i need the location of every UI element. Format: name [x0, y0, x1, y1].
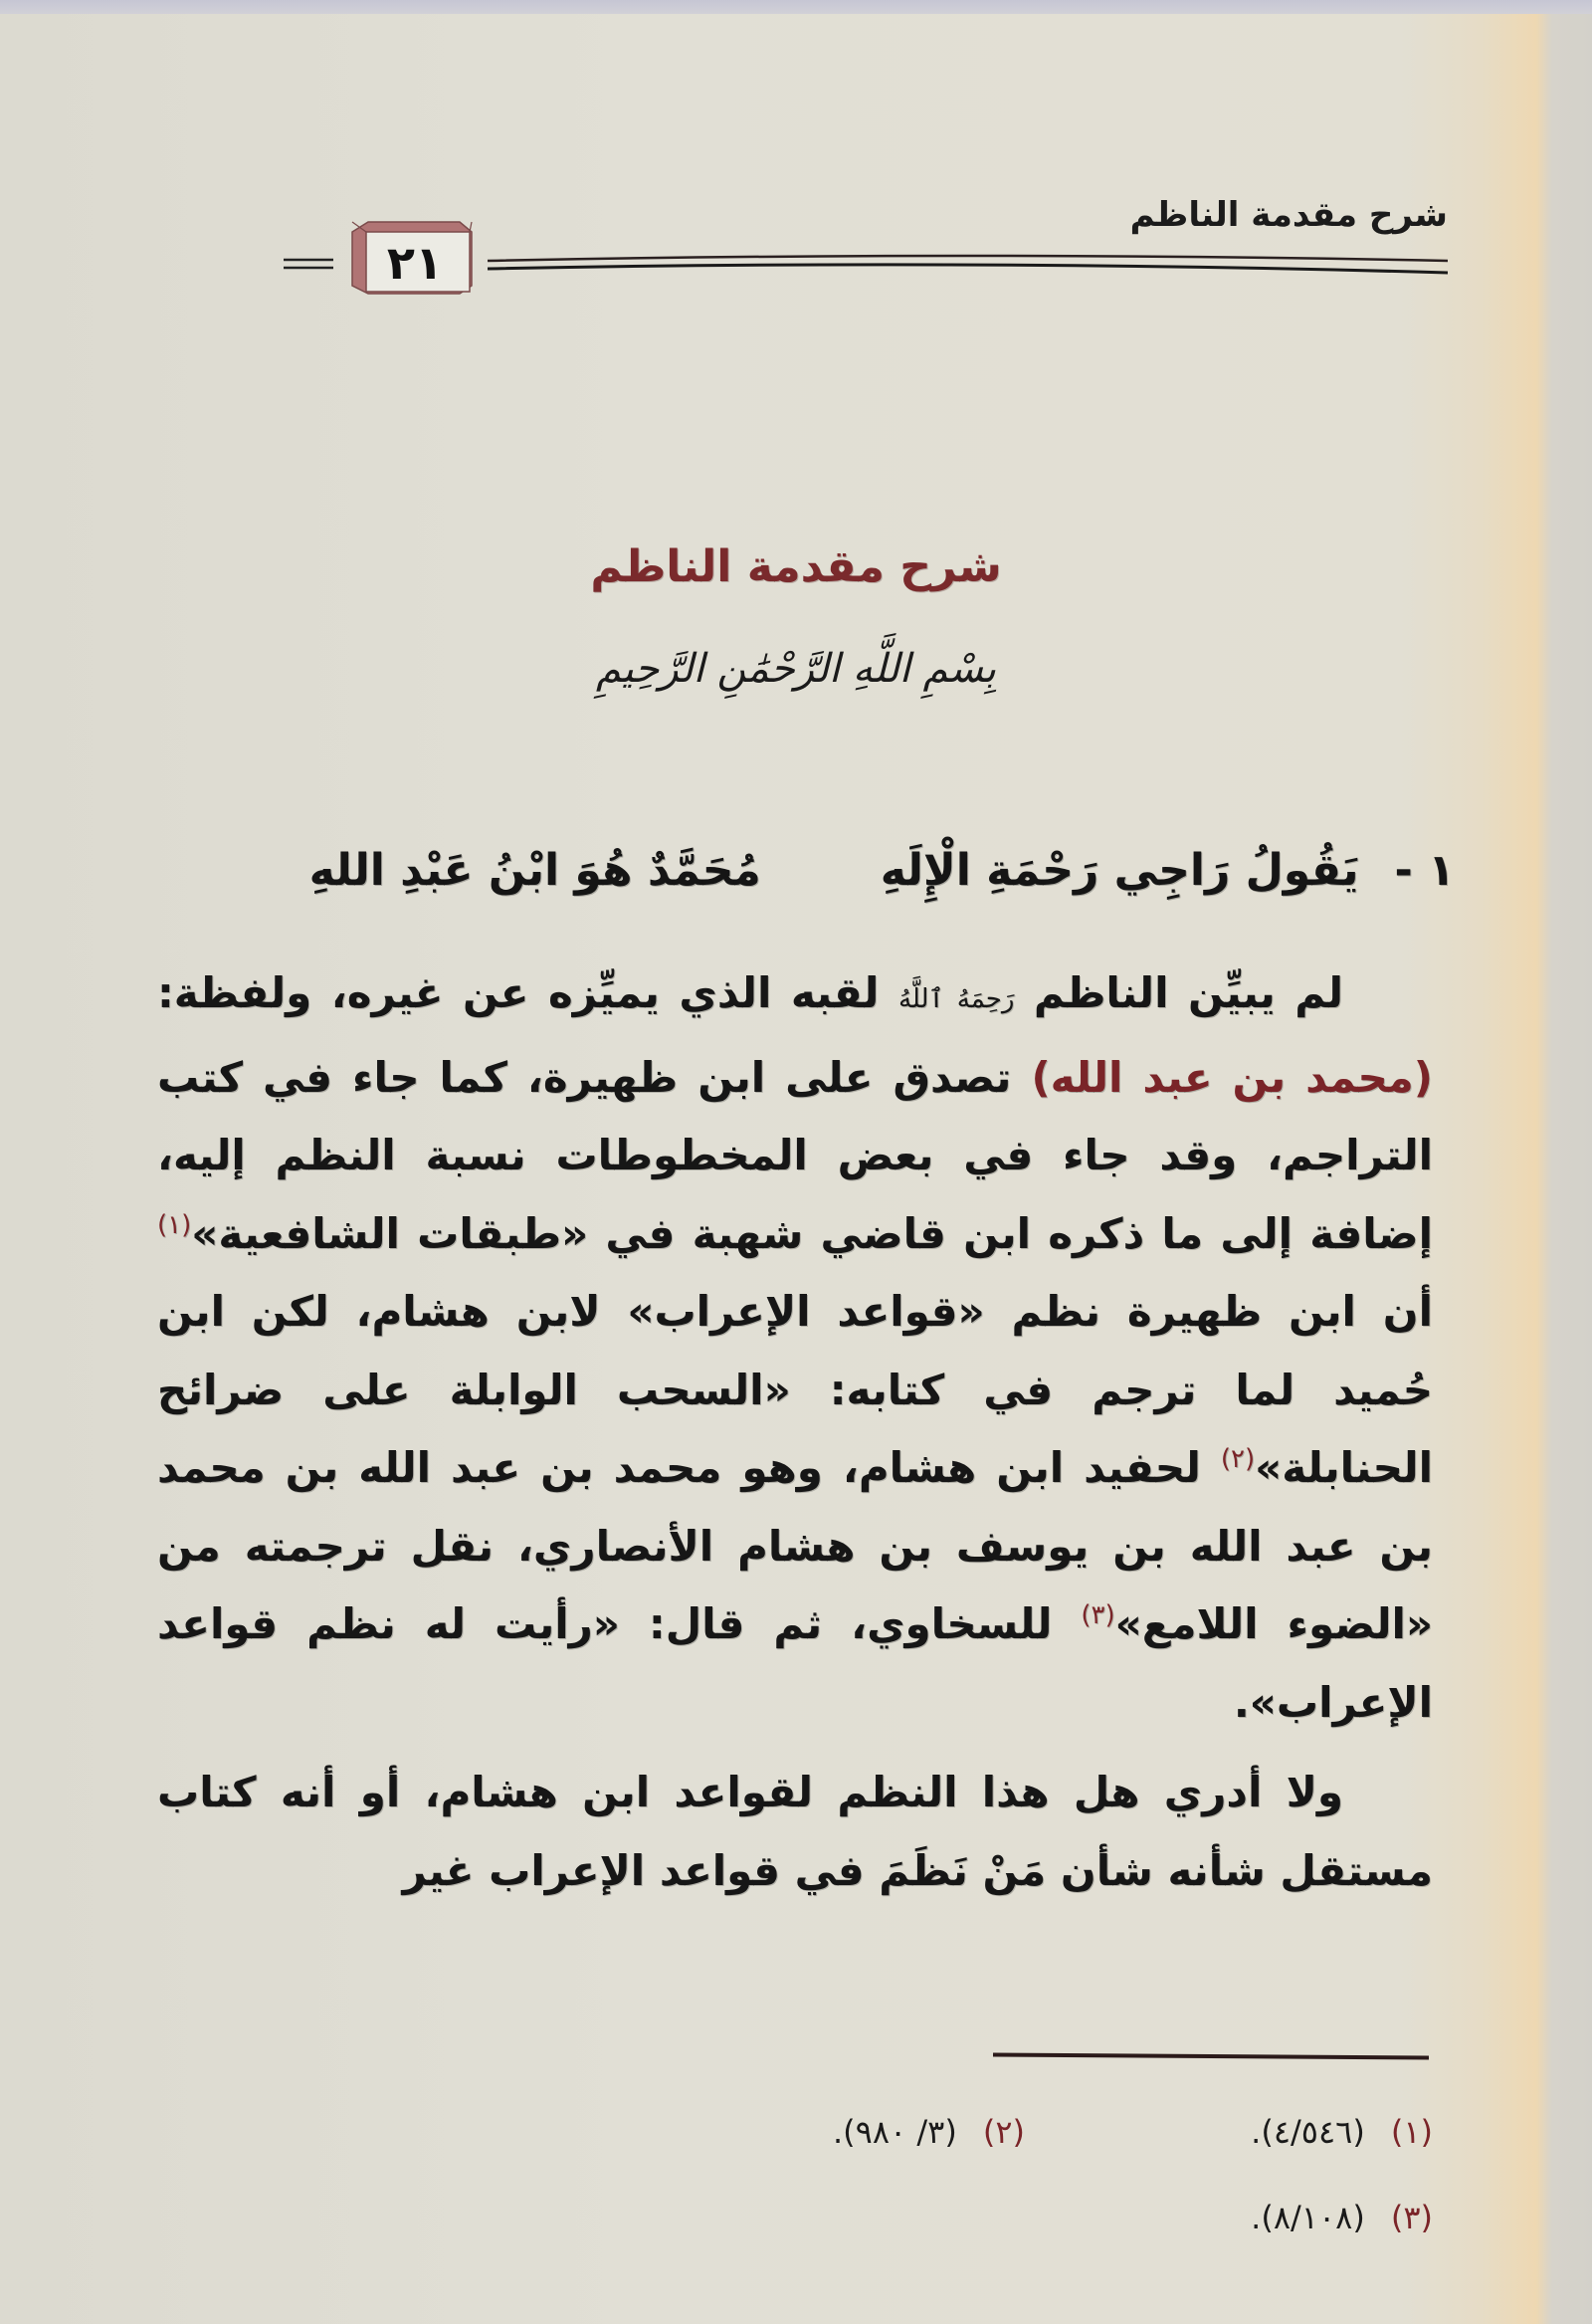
text-run: تصدق على ابن ظهيرة، كما جاء في كتب التراجم، وقد جاء في بعض المخطوطات نسبة النظم إليه، إضافة إلى ما ذكره ابن قاضي شهبة في «طبقات الشافعية» — [157, 1052, 1433, 1258]
footnote-number: (١) — [1390, 2113, 1433, 2151]
verse-first-hemistich: يَقُولُ رَاجِي رَحْمَةِ الْإِلَهِ — [880, 845, 1359, 896]
highlighted-name: (محمد بن عبد الله) — [1031, 1052, 1433, 1102]
header-double-rule — [488, 253, 1448, 275]
footnote-1 — [1025, 2113, 1433, 2151]
honorific-glyph: رَحِمَهُ ٱللَّهُ — [897, 984, 1015, 1014]
footnote-3 — [1025, 2199, 1433, 2236]
footnote-number: (٣) — [1390, 2199, 1433, 2236]
footnote-text: (٤/٥٤٦). — [1251, 2113, 1365, 2151]
footnote-separator — [993, 2052, 1429, 2059]
verse-number: ١ - — [1394, 845, 1455, 896]
footnote-text: (٣/ ٩٨٠). — [833, 2113, 957, 2151]
book-page — [0, 14, 1592, 2324]
footnote-ref-2[interactable]: (٢) — [1220, 1444, 1256, 1474]
footnote-row — [139, 2175, 1433, 2260]
paragraph-1 — [157, 954, 1433, 1742]
page-number-side-rule — [284, 256, 333, 270]
footnote-row — [139, 2089, 1433, 2175]
running-header-title: شرح مقدمة الناظم — [1129, 195, 1448, 235]
verse-line — [281, 845, 1455, 896]
text-run: أن ابن ظهيرة نظم «قواعد الإعراب» لابن هشام، لكن ابن حُميد لما ترجم في كتابه: «السحب الوابلة على ضرائح الحنابلة» — [157, 1287, 1434, 1492]
text-run: لقبه الذي يميِّزه عن غيره، ولفظة: — [157, 968, 880, 1017]
paragraph-2: ولا أدري هل هذا النظم لقواعد ابن هشام، أو أنه كتاب مستقل شأنه شأن مَنْ نَظَمَ في قواعد الإعراب غير — [157, 1768, 1433, 1895]
footnote-text: (٨/١٠٨). — [1251, 2199, 1365, 2236]
verse-second-hemistich: مُحَمَّدٌ هُوَ ابْنُ عَبْدِ اللهِ — [308, 845, 761, 896]
footnote-ref-3[interactable]: (٣) — [1081, 1600, 1115, 1630]
commentary-text — [157, 954, 1433, 1910]
text-run: للسخاوي، ثم قال: «رأيت له نظم قواعد الإعراب». — [157, 1599, 1433, 1727]
footnotes — [139, 2089, 1433, 2260]
text-run: لم يبيِّن الناظم — [1033, 968, 1344, 1017]
footnote-ref-1[interactable]: (١) — [157, 1209, 192, 1240]
page-number-frame — [348, 220, 476, 296]
text-run: لحفيد ابن هشام، وهو محمد بن عبد الله بن محمد بن عبد الله بن يوسف بن هشام الأنصاري، نقل ترجمته من «الضوء اللامع» — [157, 1443, 1433, 1648]
chapter-title: شرح مقدمة الناظم — [590, 541, 1002, 592]
footnote-2 — [833, 2113, 1025, 2151]
footnote-number: (٢) — [982, 2113, 1025, 2151]
page-number: ٢١ — [386, 236, 444, 290]
basmala: بِسْمِ اللَّهِ الرَّحْمَٰنِ الرَّحِيمِ — [595, 646, 997, 692]
